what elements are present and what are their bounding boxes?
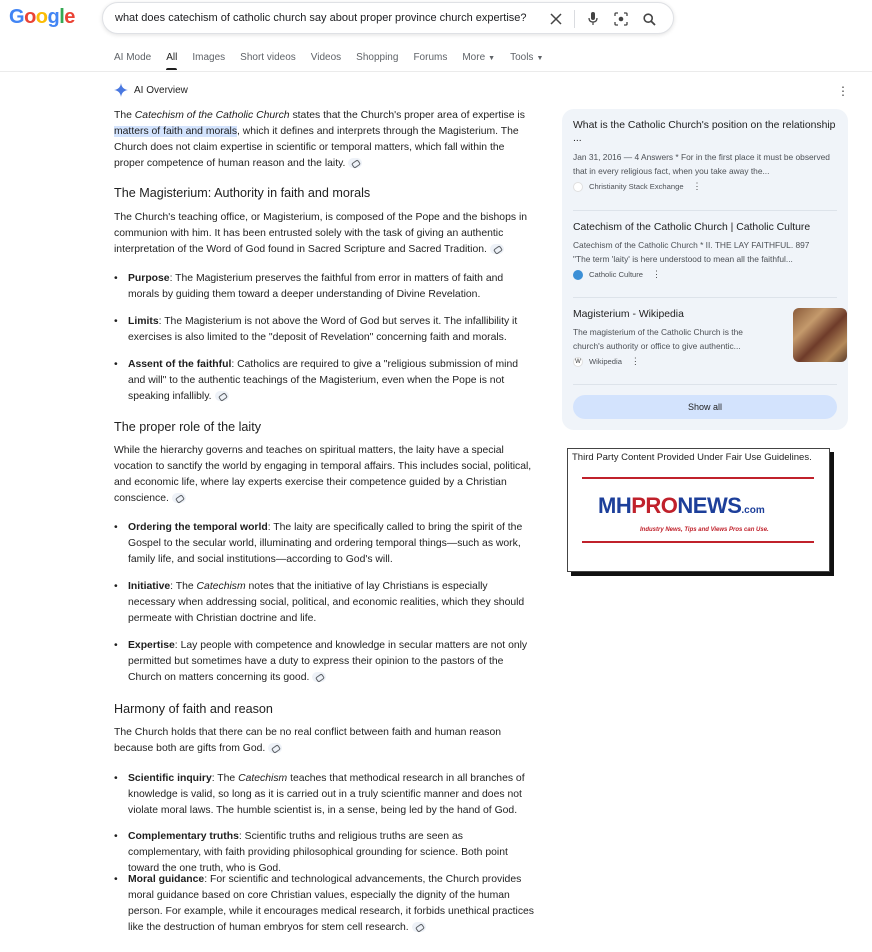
header xyxy=(0,0,872,72)
tab-label: Shopping xyxy=(356,52,399,63)
intro-highlight[interactable]: matters of faith and morals xyxy=(114,126,238,137)
stackexchange-favicon-icon xyxy=(573,182,583,192)
bullet-term: Scientific inquiry xyxy=(128,773,212,784)
source-card[interactable] xyxy=(573,308,837,367)
source-menu-icon[interactable]: ⋮ xyxy=(630,356,640,366)
banner-tagline: Industry News, Tips and Views Pros can Use. xyxy=(640,527,769,533)
section-text: The Church holds that there can be no real conflict between faith and human reason because both are gifts from God. xyxy=(114,727,502,754)
bullet-text: : The Magisterium preserves the faithful from error in matters of faith and morals by guiding them toward a deeper understanding of Divine Revelation. xyxy=(128,273,504,300)
tab-ai-mode[interactable] xyxy=(114,52,151,63)
search-box[interactable] xyxy=(102,2,674,34)
logo-letter: G xyxy=(9,6,25,28)
logo-pro: PRO xyxy=(631,493,678,518)
search-icon[interactable] xyxy=(635,9,663,29)
bullet-icon: • xyxy=(114,522,118,533)
tab-label: Videos xyxy=(310,52,342,63)
wikipedia-favicon-icon: W xyxy=(573,357,583,367)
source-menu-icon[interactable]: ⋮ xyxy=(652,269,662,279)
logo-news: NEWS xyxy=(677,493,742,518)
bullet-item xyxy=(114,520,536,568)
ai-sparkle-icon xyxy=(114,83,128,97)
tab-short-videos[interactable] xyxy=(240,52,296,63)
intro-text: states that the Church's proper area of expertise is xyxy=(289,110,525,121)
section-heading: Harmony of faith and reason xyxy=(114,702,273,716)
bullet-item xyxy=(114,872,536,936)
bullet-item xyxy=(114,829,536,877)
source-divider xyxy=(573,384,837,385)
source-card[interactable] xyxy=(573,119,837,192)
bullet-text: : Lay people with competence and knowledge in secular matters are not only permitted but sometimes have a duty to express their opinion to the pastors of the Church on matters concerning its good. xyxy=(128,640,528,683)
tab-label: AI Mode xyxy=(114,52,152,63)
source-meta xyxy=(573,181,837,192)
citation-link-icon[interactable] xyxy=(215,391,229,401)
bullet-emphasis: Catechism xyxy=(238,773,288,784)
banner-rule xyxy=(582,541,814,543)
ai-overview-menu-icon[interactable]: ⋮ xyxy=(837,84,849,98)
source-snippet: Jan 31, 2016 — 4 Answers * For in the first place it must be observed that in every religious fact, when you take away the... xyxy=(573,152,830,176)
logo-letter: o xyxy=(35,6,48,28)
logo-letter: o xyxy=(24,6,36,28)
bullet-text: : For scientific and technological advancements, the Church provides moral guidance based on core Christian values, especially the dignity of the human person. For example, while it encourages medical research, it forbids unethical practices like the destruction of human embryos for stem cell research. xyxy=(128,874,535,933)
tab-more[interactable] xyxy=(462,52,495,63)
section-paragraph xyxy=(114,725,534,757)
search-divider xyxy=(574,10,575,28)
ai-overview-header xyxy=(114,83,188,97)
bullet-item xyxy=(114,271,536,303)
tab-label: More xyxy=(462,52,486,63)
bullet-item xyxy=(114,314,536,346)
tab-forums[interactable] xyxy=(413,52,447,63)
mhpronews-banner[interactable] xyxy=(567,448,830,572)
section-paragraph xyxy=(114,210,534,258)
source-snippet: The magisterium of the Catholic Church is the church's authority or office to give authentic... xyxy=(573,327,743,351)
bullet-icon: • xyxy=(114,874,118,885)
section-text: The Church's teaching office, or Magisterium, is composed of the Pope and the bishops in communion with him. It has been entrusted solely with the task of giving an authentic interpretation of the Word of God found in Sacred Scripture and Sacred Tradition. xyxy=(114,212,528,255)
tab-images[interactable] xyxy=(192,52,225,63)
bullet-text: notes that the initiative of lay Christians is especially necessary when addressing social, political, and economic realities, which they should permeate with Christian doctrine and life. xyxy=(128,581,525,624)
bullet-term: Complementary truths xyxy=(128,831,239,842)
bullet-text: : Catholics are required to give a "religious submission of mind and will" to the authentic teachings of the Magisterium, even when the Pope is not speaking infallibly. xyxy=(128,359,519,402)
citation-link-icon[interactable] xyxy=(490,244,504,254)
logo-letter: l xyxy=(59,6,65,28)
bullet-item xyxy=(114,357,536,405)
bullet-icon: • xyxy=(114,640,118,651)
bullet-text: : Scientific truths and religious truths are seen as complementary, with faith providing philosophical grounding for science. Both point toward the one truth, who is God. xyxy=(128,831,508,874)
tab-label: All xyxy=(166,52,178,63)
source-site: Wikipedia xyxy=(589,357,622,366)
tab-label: Images xyxy=(192,52,226,63)
section-text: While the hierarchy governs and teaches on spiritual matters, the laity have a special vocation to sanctify the world by engaging in temporal affairs. This includes social, political, and economic life, where lay experts exercise their competence guided by a Christian conscience. xyxy=(114,445,532,504)
banner-rule xyxy=(582,477,814,479)
bullet-term: Initiative xyxy=(128,581,171,592)
citation-link-icon[interactable] xyxy=(348,158,362,168)
section-heading: The proper role of the laity xyxy=(114,420,262,434)
sources-panel xyxy=(562,109,848,430)
catholic-culture-favicon-icon xyxy=(573,270,583,280)
source-divider xyxy=(573,297,837,298)
source-menu-icon[interactable]: ⋮ xyxy=(692,181,702,191)
bullet-term: Purpose xyxy=(128,273,170,284)
bullet-text: : The xyxy=(170,581,197,592)
source-site: Catholic Culture xyxy=(589,270,644,279)
show-all-button[interactable]: Show all xyxy=(573,395,837,419)
logo-letter: g xyxy=(47,6,60,28)
source-card[interactable] xyxy=(573,221,837,280)
bullet-term: Assent of the faithful xyxy=(128,359,232,370)
bullet-icon: • xyxy=(114,773,118,784)
ai-overview-label: AI Overview xyxy=(134,84,188,96)
microphone-icon[interactable] xyxy=(579,9,607,29)
source-meta xyxy=(573,269,837,280)
section-heading: The Magisterium: Authority in faith and morals xyxy=(114,186,371,200)
bullet-text: : The laity are specifically called to bring the spirit of the Gospel to the secular world, illuminating and ordering temporal things—such as work, family life, and social institutions—according to God's will. xyxy=(128,522,523,565)
chevron-down-icon: ▼ xyxy=(488,55,496,62)
tab-videos[interactable] xyxy=(311,52,341,63)
bullet-item xyxy=(114,771,536,819)
intro-text: , which it defines and interprets through the Magisterium. The Church does not claim expertise in scientific or temporal matters, which fall within the proper competence of human reason and the laity. xyxy=(114,126,519,169)
bullet-term: Limits xyxy=(128,316,159,327)
intro-paragraph xyxy=(114,108,536,172)
citation-link-icon[interactable] xyxy=(172,493,186,503)
section-paragraph xyxy=(114,443,534,507)
bullet-emphasis: Catechism xyxy=(196,581,246,592)
tab-label: Forums xyxy=(413,52,448,63)
bullet-icon: • xyxy=(114,831,118,842)
citation-link-icon[interactable] xyxy=(412,922,426,932)
search-tabs xyxy=(114,52,558,63)
fair-use-caption: Third Party Content Provided Under Fair Use Guidelines. xyxy=(572,452,812,463)
lens-icon[interactable] xyxy=(607,9,635,29)
bullet-text: : The xyxy=(211,773,239,784)
bullet-term: Ordering the temporal world xyxy=(128,522,268,533)
bullet-icon: • xyxy=(114,581,118,592)
search-input[interactable]: what does catechism of catholic church say about proper province church expertise? xyxy=(115,12,527,24)
bullet-term: Expertise xyxy=(128,640,175,651)
logo-com: .com xyxy=(741,505,765,516)
google-logo[interactable] xyxy=(9,6,75,29)
bullet-icon: • xyxy=(114,359,118,370)
tab-all[interactable] xyxy=(166,52,177,63)
logo-letter: e xyxy=(64,6,75,28)
tab-label: Tools xyxy=(510,52,534,63)
citation-link-icon[interactable] xyxy=(312,672,326,682)
source-site: Christianity Stack Exchange xyxy=(589,182,684,191)
clear-icon[interactable] xyxy=(542,9,570,29)
tab-tools[interactable] xyxy=(510,52,543,63)
intro-catechism: Catechism of the Catholic Church xyxy=(134,110,290,121)
bullet-icon: • xyxy=(114,316,118,327)
search-actions xyxy=(542,9,663,29)
source-snippet: Catechism of the Catholic Church * II. THE LAY FAITHFUL. 897 "The term 'laity' is here understood to mean all the faithful... xyxy=(573,240,810,264)
bullet-item xyxy=(114,638,536,686)
source-title[interactable]: Magisterium - Wikipedia xyxy=(573,309,684,320)
logo-mh: MH xyxy=(598,493,632,518)
bullet-term: Moral guidance xyxy=(128,874,205,885)
source-divider xyxy=(573,210,837,211)
bullet-text: : The Magisterium is not above the Word of God but serves it. The infallibility it exercises is also limited to the "deposit of Revelation" concerning faith and morals. xyxy=(128,316,518,343)
ai-overview-content xyxy=(114,108,536,933)
citation-link-icon[interactable] xyxy=(268,743,282,753)
magisterium-thumbnail-image[interactable] xyxy=(793,308,847,362)
source-title[interactable]: What is the Catholic Church's position on the relationship ... xyxy=(573,120,836,144)
bullet-text: teaches that methodical research in all branches of knowledge is valid, so long as it is carried out in a truly scientific manner and does not violate moral laws. The humble scientist is, in a sense, being led by the hand of God. xyxy=(128,773,525,816)
tab-label: Short videos xyxy=(240,52,296,63)
mhpronews-logo xyxy=(598,493,765,519)
bullet-icon: • xyxy=(114,273,118,284)
intro-text: The xyxy=(114,110,135,121)
source-title[interactable]: Catechism of the Catholic Church | Catholic Culture xyxy=(573,222,811,233)
chevron-down-icon: ▼ xyxy=(536,55,544,62)
bullet-item xyxy=(114,579,536,627)
tab-shopping[interactable] xyxy=(356,52,398,63)
